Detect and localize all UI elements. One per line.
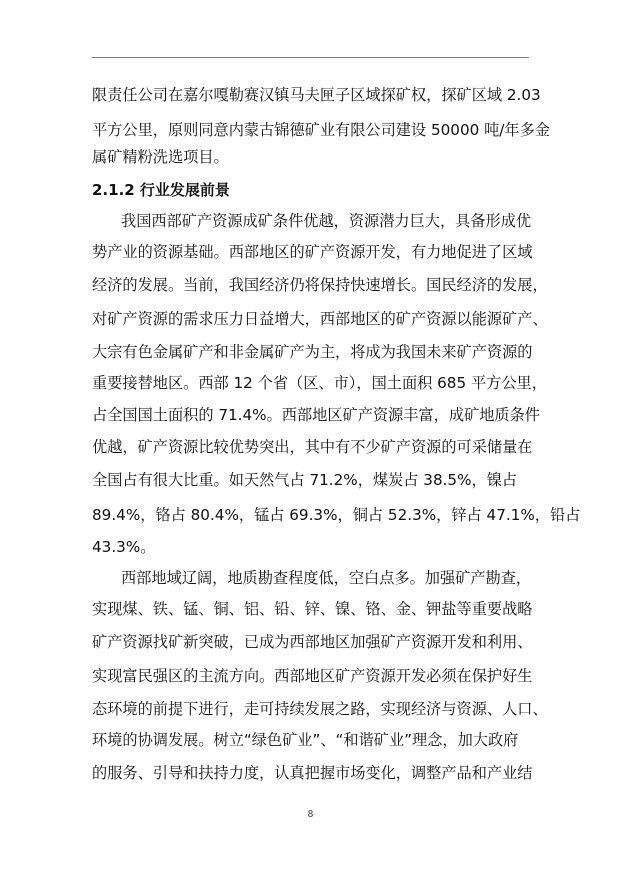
body-text-line: 全国占有很大比重。如天然气占 71.2%，煤炭占 38.5%，镍占 [92, 471, 518, 489]
body-text-line: 占全国国土面积的 71.4%。西部地区矿产资源丰富，成矿地质条件 [92, 406, 540, 424]
body-text-line: 属矿精粉洗选项目。 [92, 148, 229, 166]
body-text-line: 我国西部矿产资源成矿条件优越，资源潜力巨大，具备形成优 [121, 212, 532, 230]
body-text-line: 经济的发展。当前，我国经济仍将保持快速增长。国民经济的发展， [92, 276, 548, 294]
body-text-line: 对矿产资源的需求压力日益增大，西部地区的矿产资源以能源矿产、 [92, 310, 548, 328]
body-text-line: 矿产资源找矿新突破，已成为西部地区加强矿产资源开发和利用、 [92, 633, 533, 651]
body-text-line: 43.3%。 [92, 538, 156, 556]
body-text-line: 实现煤、铁、锰、铜、铝、铅、锌、镍、铬、金、钾盐等重要战略 [92, 600, 533, 618]
body-text-line: 89.4%，铬占 80.4%，锰占 69.3%，铜占 52.3%，锌占 47.1%，铅占 [92, 506, 581, 524]
body-text-line: 实现富民强区的主流方向。西部地区矿产资源开发必须在保护好生 [92, 667, 533, 685]
body-text-line: 大宗有色金属矿产和非金属矿产为主，将成为我国未来矿产资源的 [92, 343, 533, 361]
body-text-line: 重要接替地区。西部 12 个省（区、市），国土面积 685 平方公里， [92, 374, 547, 392]
body-text-line: 限责任公司在嘉尔嘎勒赛汉镇马夫匣子区域探矿权，探矿区域 2.03 [92, 86, 541, 104]
body-text-line: 的服务、引导和扶持力度，认真把握市场变化，调整产品和产业结 [92, 764, 533, 782]
body-text-line: 态环境的前提下进行，走可持续发展之路，实现经济与资源、人口、 [92, 700, 548, 718]
body-text-line: 优越，矿产资源比较优势突出，其中有不少矿产资源的可采储量在 [92, 438, 533, 456]
body-text-line: 西部地域辽阔，地质勘查程度低，空白点多。加强矿产勘查， [121, 569, 532, 587]
body-text-line: 势产业的资源基础。西部地区的矿产资源开发，有力地促进了区域 [92, 243, 533, 261]
header-rule [92, 57, 529, 58]
body-text-line: 平方公里，原则同意内蒙古锦德矿业有限公司建设 50000 吨/年多金 [92, 121, 550, 139]
page-number: 8 [307, 810, 314, 820]
section-heading: 2.1.2 行业发展前景 [92, 181, 230, 199]
body-text-line: 环境的协调发展。树立“绿色矿业”、“和谐矿业”理念，加大政府 [92, 731, 519, 749]
